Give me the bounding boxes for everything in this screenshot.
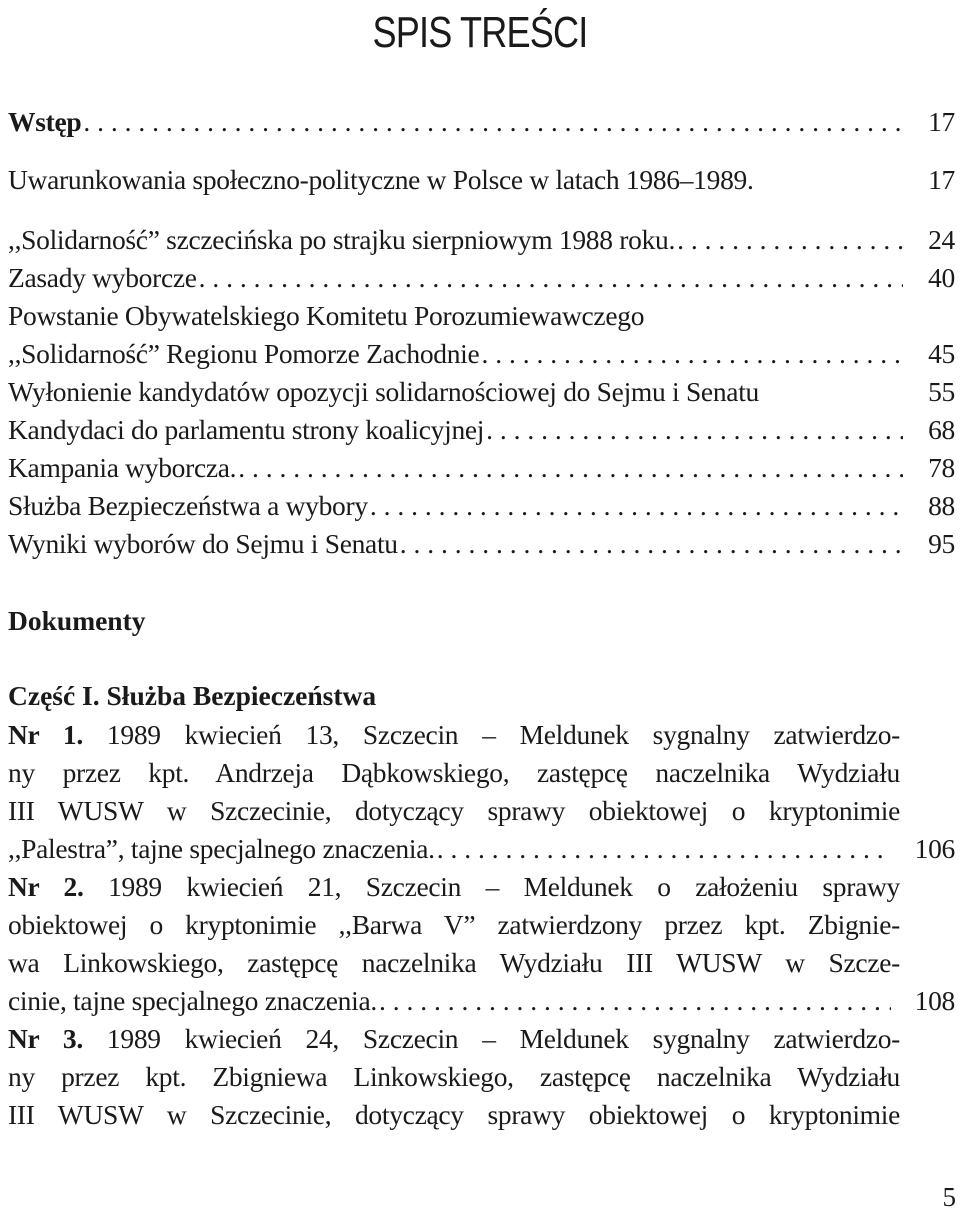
document-text-line: wa Linkowskiego, zastępcę naczelnika Wydziału III WUSW w Szcze- [8,947,900,978]
document-number: Nr 1. [8,719,83,750]
toc-entry [8,411,955,449]
dot-leader [83,103,903,141]
toc-entry-text-line1: Powstanie Obywatelskiego Komitetu Porozumiewawczego [8,300,645,331]
page-title: SPIS TREŚCI [372,8,588,57]
toc-entry-text: Kandydaci do parlamentu strony koalicyjnej [8,414,485,445]
document-entry-1 [8,716,955,868]
toc-page-number: 108 [914,985,955,1016]
toc-entry [8,221,955,259]
dot-leader [486,411,903,449]
toc-page-number: 55 [928,376,955,407]
toc-entry [8,373,955,411]
document-number: Nr 2. [8,871,84,902]
document-text-line: ny przez kpt. Zbigniewa Linkowskiego, zastępcę naczelnika Wydziału [8,1061,900,1092]
toc-entry-text: Uwarunkowania społeczno-polityczne w Polsce w latach 1986–1989. [8,164,754,195]
toc-entry [8,259,955,297]
toc-page-number: 95 [928,528,955,559]
dot-leader [400,525,903,563]
toc-page-number: 106 [914,833,955,864]
toc-entry [8,161,955,199]
dot-leader [437,830,891,868]
toc-entry-wstep [8,103,955,141]
document-text-line: III WUSW w Szczecinie, dotyczący sprawy obiektowej o kryptonimie [8,1099,900,1130]
document-text-line: ,,Palestra”, tajne specjalnego znaczenia. [8,833,435,864]
toc-entry [8,449,955,487]
toc-entry [8,525,955,563]
dot-leader [379,982,891,1020]
toc-page-number: 45 [928,338,955,369]
toc-page-number: 88 [928,490,955,521]
toc-entry-text: Wyniki wyborów do Sejmu i Senatu [8,528,398,559]
document-entry-3 [8,1020,955,1134]
document-text-line: 1989 kwiecień 24, Szczecin – Meldunek sygnalny zatwierdzo- [106,1023,900,1054]
toc-page-number: 68 [928,414,955,445]
toc-entry-text: ,,Solidarność” szczecińska po strajku sierpniowym 1988 roku. [8,224,676,255]
toc-entry-text: Wyłonienie kandydatów opozycji solidarnościowej do Sejmu i Senatu [8,376,759,407]
document-text-line: 1989 kwiecień 21, Szczecin – Meldunek o założeniu sprawy [108,871,900,902]
toc-entry-text: Wstęp [8,106,82,137]
document-number: Nr 3. [8,1023,83,1054]
document-text-line: III WUSW w Szczecinie, dotyczący sprawy obiektowej o kryptonimie [8,795,900,826]
document-text-line: obiektowej o kryptonimie ,,Barwa V” zatwierdzony przez kpt. Zbignie- [8,909,900,940]
document-entry-2 [8,868,955,1020]
toc-page-number: 17 [928,164,955,195]
document-text-line: cinie, tajne specjalnego znaczenia. [8,985,377,1016]
document-text-line: ny przez kpt. Andrzeja Dąbkowskiego, zastępcę naczelnika Wydziału [8,757,900,788]
toc-page-number: 40 [928,262,955,293]
dot-leader [677,221,903,259]
toc-entry [8,487,955,525]
dot-leader [481,335,903,373]
dot-leader [199,259,903,297]
toc-page-number: 24 [928,224,955,255]
toc-page-number: 17 [928,106,955,137]
page-number: 5 [942,1182,956,1212]
dot-leader [370,487,903,525]
toc-entry [8,297,955,373]
section-heading-dokumenty: Dokumenty [8,605,146,636]
toc-entry-text: Służba Bezpieczeństwa a wybory [8,490,368,521]
toc-entry-text: Zasady wyborcze [8,262,197,293]
toc-entry-text: ,,Solidarność” Regionu Pomorze Zachodnie [8,338,480,369]
section-heading-part1: Część I. Służba Bezpieczeństwa [8,680,377,711]
document-text-line: 1989 kwiecień 13, Szczecin – Meldunek sygnalny zatwierdzo- [106,719,900,750]
dot-leader [238,449,903,487]
toc-page-number: 78 [928,452,955,483]
toc-entry-text: Kampania wyborcza. [8,452,237,483]
